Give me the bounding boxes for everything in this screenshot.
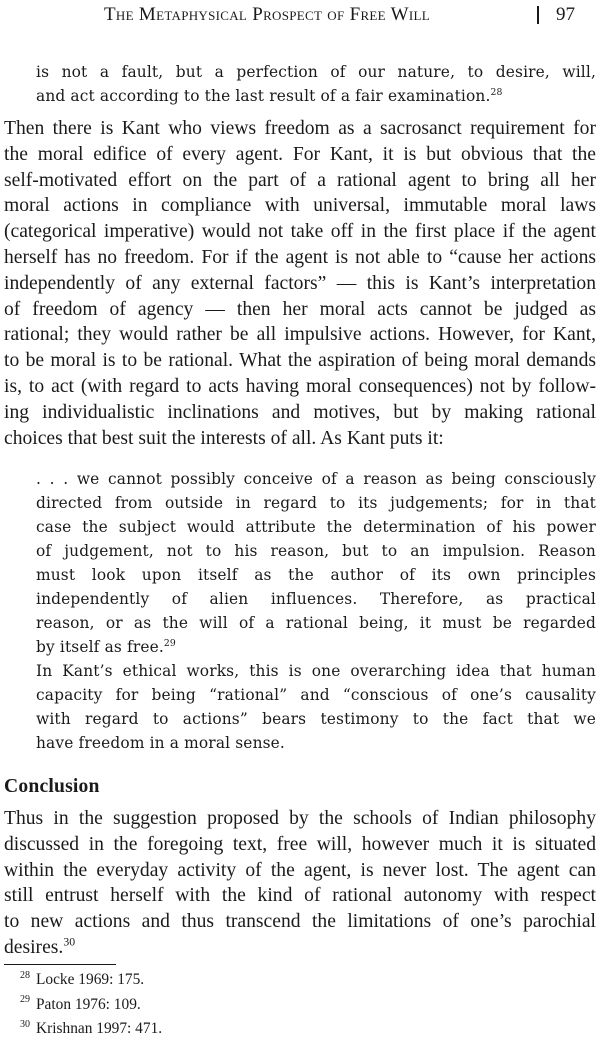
block-quote-locke: [36, 60, 596, 108]
block-quote-kant: [36, 467, 596, 659]
footnote: 28 Locke 1969: 175.: [20, 968, 162, 993]
text-line: by itself as free.$^{29}$: [36, 637, 176, 656]
text-line: rational; they would rather be all impulsive actions. However, for Kant,: [4, 324, 596, 346]
text-line: herself has no freedom. For if the agent is not able to “cause her actions: [4, 246, 596, 268]
text-line: Then there is Kant who views freedom as a sacrosanct requirement for: [4, 118, 596, 139]
page-number: 97: [556, 4, 575, 25]
text-line: directed from outside in regard to its judgements; for in that: [36, 494, 596, 512]
text-line: discussed in the foregoing text, free will, however much it is situated: [4, 833, 596, 855]
block-quote-ethics: [36, 659, 596, 755]
text-line: independently of alien influences. Therefore, as practical: [36, 590, 596, 608]
text-line: moral actions in compliance with universal, immutable moral laws: [4, 195, 596, 217]
text-line: reason, or as the will of a rational being, it must be regarded: [36, 614, 596, 632]
section-heading: Conclusion: [4, 776, 100, 797]
text-line: is not a fault, but a perfection of our nature, to desire, will,: [36, 63, 596, 81]
note-ref: 30: [63, 935, 76, 949]
text-line: (categorical imperative) would not take off in the first place if the agent: [4, 221, 596, 243]
footnotes: [20, 968, 162, 1042]
header-separator: [537, 6, 539, 24]
paragraph-conclusion: [4, 806, 596, 961]
footnote-text: Locke 1969: 175.: [36, 971, 145, 988]
text-line: self-motivated effort on the part of a rational agent to bring all her: [4, 169, 596, 191]
text-line: case the subject would attribute the determination of his power: [36, 518, 596, 536]
text-line: with regard to actions” bears testimony to the fact that we: [36, 710, 596, 728]
text-line: still entrust herself with the kind of rational autonomy with respect: [4, 885, 596, 907]
text-line: desires.$^{30}$: [4, 935, 76, 958]
text-line: to new actions and thus transcend the limitations of one’s parochial: [4, 911, 596, 933]
text-line: Thus in the suggestion proposed by the schools of Indian philosophy: [4, 808, 596, 829]
paragraph-kant: [4, 116, 596, 451]
note-ref: 28: [490, 86, 503, 98]
text-line: within the everyday activity of the agent, is never lost. The agent can: [4, 859, 596, 881]
running-header-title: The Metaphysical Prospect of Free Will: [104, 4, 430, 25]
text-line: must look upon itself as the author of its own principles: [36, 566, 596, 584]
text-line: choices that best suit the interests of all. As Kant puts it:: [4, 427, 444, 449]
text-line: In Kant’s ethical works, this is one overarching idea that human: [36, 662, 596, 680]
footnote: 30 Krishnan 1997: 471.: [20, 1017, 162, 1042]
text-line: have freedom in a moral sense.: [36, 734, 285, 752]
text-line: to be moral is to be rational. What the aspiration of being moral demands: [4, 350, 596, 372]
text-line: of freedom of agency — then her moral acts cannot be judged as: [4, 298, 596, 320]
text-line: is, to act (with regard to acts having moral consequences) not by follow-: [4, 375, 596, 397]
text-line: of judgement, not to his reason, but to an impulsion. Reason: [36, 542, 596, 560]
note-ref: 29: [163, 637, 176, 649]
running-header: [0, 4, 600, 28]
footnote-text: Krishnan 1997: 471.: [36, 1020, 163, 1037]
text-line: capacity for being “rational” and “conscious of one’s causality: [36, 686, 596, 704]
text-line: . . . we cannot possibly conceive of a reason as being consciously: [36, 470, 596, 488]
footnote-text: Paton 1976: 109.: [36, 995, 141, 1013]
text-line: the moral edifice of every agent. For Kant, it is but obvious that the: [4, 143, 596, 165]
text-line: ing individualistic inclinations and motives, but by making rational: [4, 401, 596, 423]
text-line: independently of any external factors” — this is Kant’s interpretation: [4, 272, 596, 294]
footnote-rule: [4, 964, 116, 965]
footnote: 29 Paton 1976: 109.: [20, 993, 162, 1018]
text-line: and act according to the last result of a fair examination.$^{28}$: [36, 86, 503, 105]
